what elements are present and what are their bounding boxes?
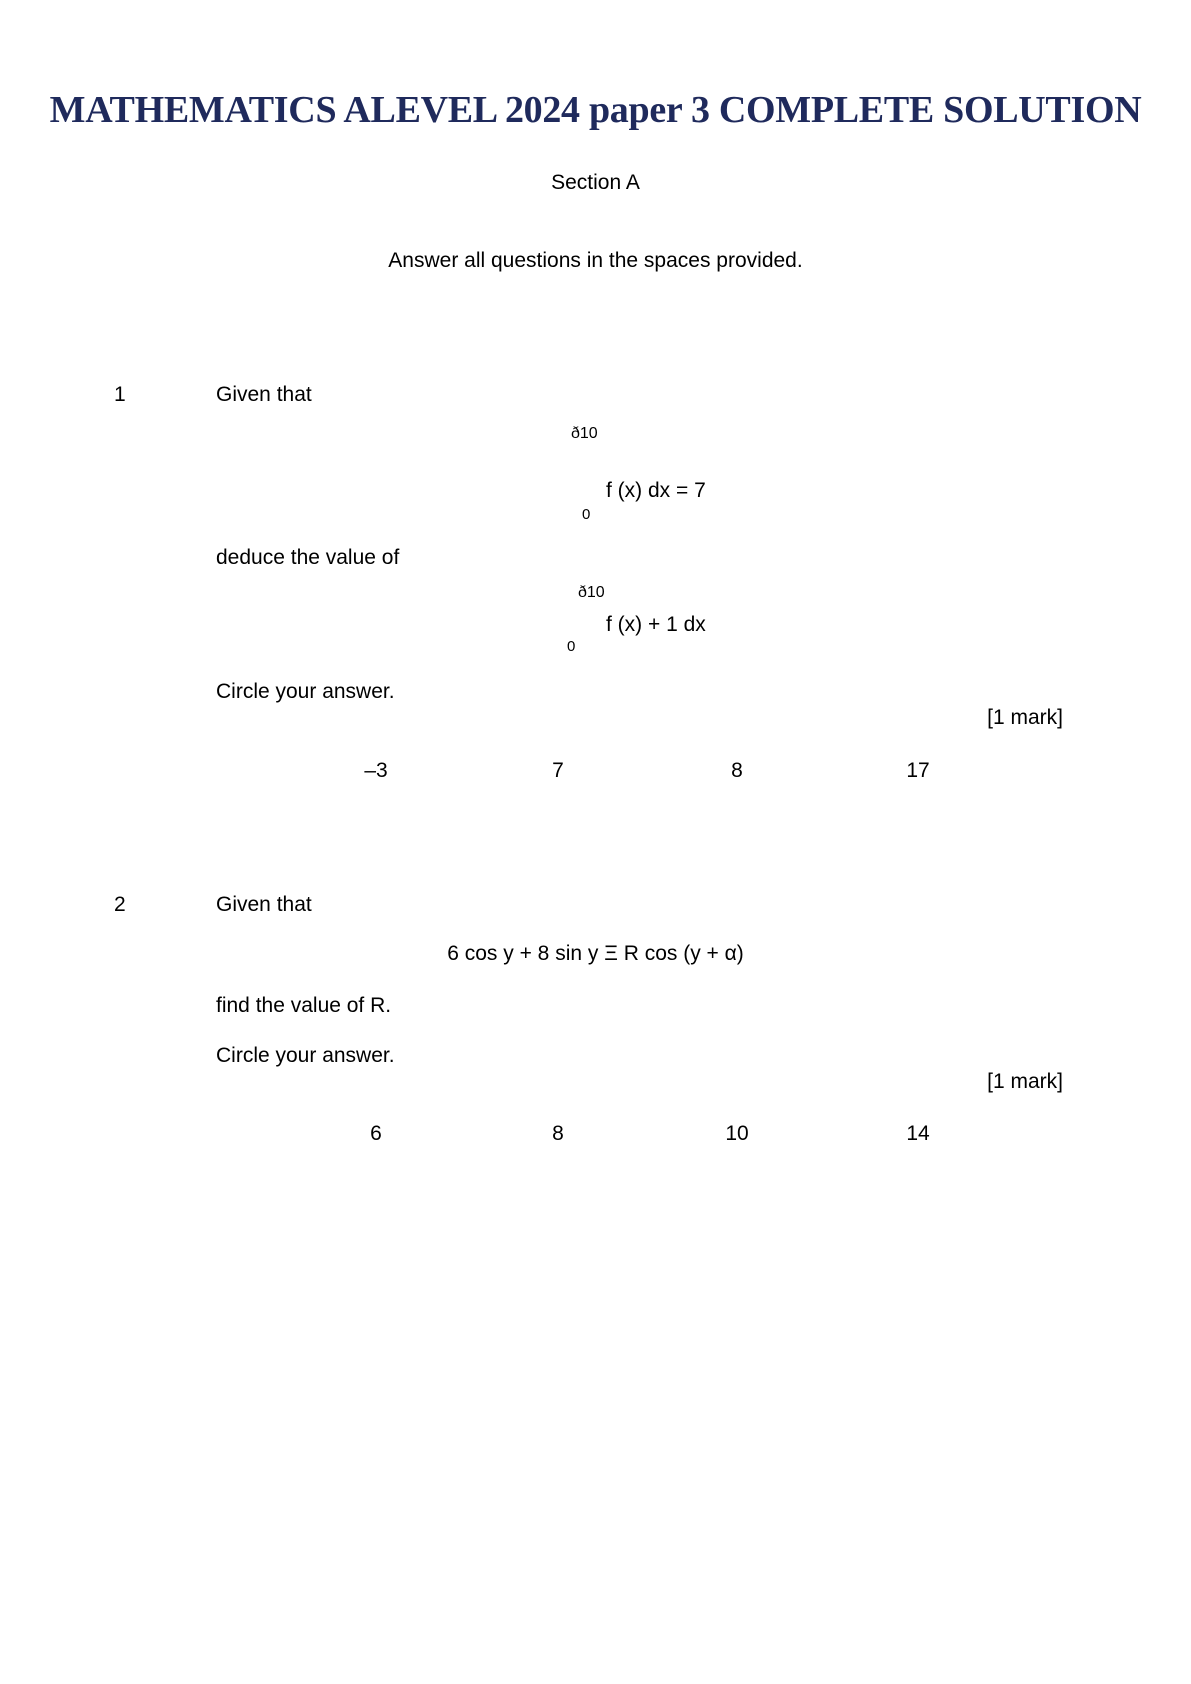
section-heading: Section A [551, 171, 640, 194]
document-title: MATHEMATICS ALEVEL 2024 paper 3 COMPLETE SOLUTION [49, 89, 1142, 131]
integrand-expression: f (x) + 1 dx [606, 613, 706, 636]
answer-option[interactable]: 8 [731, 759, 743, 782]
answer-option[interactable]: 14 [906, 1122, 930, 1145]
integral-symbol [571, 425, 598, 443]
integrand-expression: f (x) dx = 7 [606, 479, 706, 502]
answer-option[interactable]: 17 [906, 759, 930, 782]
deduce-text: deduce the value of [216, 546, 400, 569]
question-given-text: Given that [216, 383, 312, 406]
upper-limit: 10 [586, 584, 605, 601]
answer-option[interactable]: –3 [364, 759, 388, 782]
trig-identity: 6 cos y + 8 sin y Ξ R cos (y + α) [447, 942, 744, 965]
integral-sign: ð [571, 425, 580, 442]
instructions: Answer all questions in the spaces provided. [388, 249, 803, 272]
question-given-text: Given that [216, 893, 312, 916]
integral-symbol [578, 584, 605, 602]
lower-limit: 0 [567, 638, 576, 655]
mark-allocation: [1 mark] [987, 706, 1063, 729]
question-number: 1 [114, 383, 126, 406]
circle-answer-prompt: Circle your answer. [216, 680, 395, 703]
find-text: find the value of R. [216, 994, 392, 1017]
answer-option[interactable]: 6 [370, 1122, 382, 1145]
answer-option[interactable]: 7 [552, 759, 564, 782]
answer-option[interactable]: 10 [725, 1122, 749, 1145]
integral-sign: ð [578, 584, 587, 601]
lower-limit: 0 [582, 506, 591, 523]
mark-allocation: [1 mark] [987, 1070, 1063, 1093]
answer-option[interactable]: 8 [552, 1122, 564, 1145]
question-number: 2 [114, 893, 126, 916]
upper-limit: 10 [579, 425, 598, 442]
circle-answer-prompt: Circle your answer. [216, 1044, 395, 1067]
